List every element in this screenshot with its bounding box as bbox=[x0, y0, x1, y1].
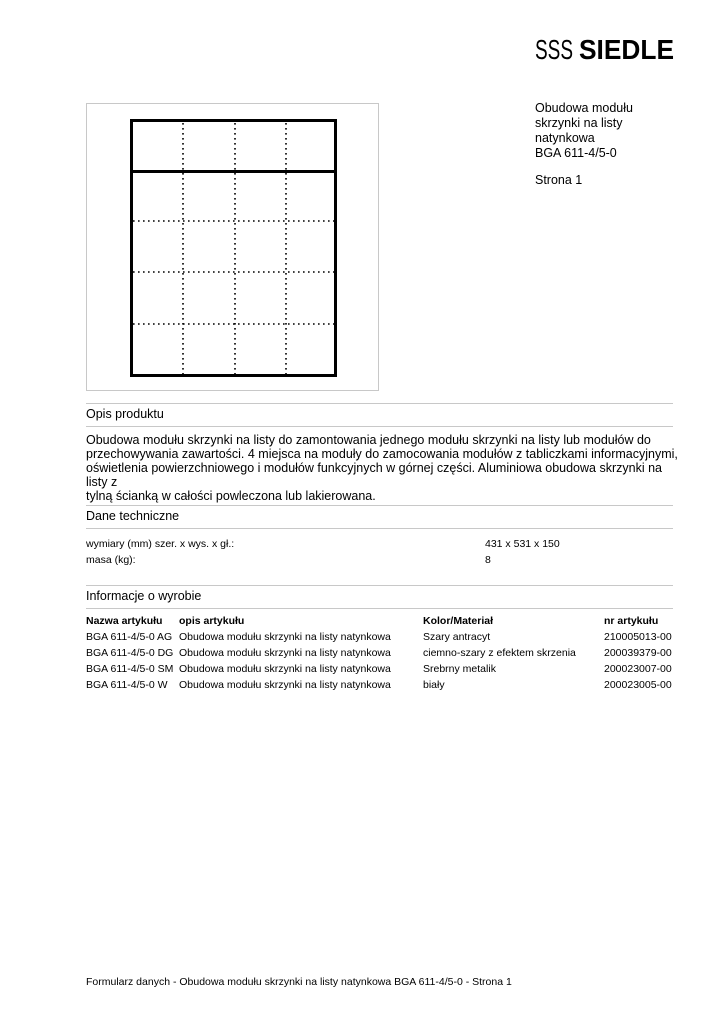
tech-label: wymiary (mm) szer. x wys. x gł.: bbox=[86, 538, 235, 550]
article-number: 210005013-00 bbox=[604, 631, 672, 643]
tech-value: 8 bbox=[485, 554, 491, 566]
product-title-block bbox=[535, 101, 675, 188]
section-title-info: Informacje o wyrobie bbox=[86, 589, 202, 603]
mailbox-module-drawing bbox=[87, 104, 380, 392]
product-description bbox=[86, 433, 681, 503]
column-header: Nazwa artykułu bbox=[86, 615, 163, 627]
table-row bbox=[86, 663, 676, 679]
description-line: przechowywania zawartości. 4 miejsca na moduły do zamocowania modułów z tabliczkami informacyjnymi, bbox=[86, 447, 678, 461]
column-header: Kolor/Materiał bbox=[423, 615, 494, 627]
section-title-description: Opis produktu bbox=[86, 407, 164, 421]
article-description: Obudowa modułu skrzynki na listy natynkowa bbox=[179, 631, 391, 643]
tech-value: 431 x 531 x 150 bbox=[485, 538, 560, 550]
article-color: Szary antracyt bbox=[423, 631, 491, 643]
article-color: biały bbox=[423, 679, 445, 691]
article-number: 200023007-00 bbox=[604, 663, 672, 675]
section-divider bbox=[86, 528, 673, 529]
article-color: Srebrny metalik bbox=[423, 663, 496, 675]
article-name: BGA 611-4/5-0 DG bbox=[86, 647, 174, 659]
product-title-line: skrzynki na listy bbox=[535, 116, 623, 130]
article-color: ciemno-szary z efektem skrzenia bbox=[423, 647, 576, 659]
description-line: Obudowa modułu skrzynki na listy do zamontowania jednego modułu skrzynki na listy lub modułów do bbox=[86, 433, 651, 447]
article-description: Obudowa modułu skrzynki na listy natynkowa bbox=[179, 663, 391, 675]
product-image bbox=[86, 103, 379, 391]
tech-label: masa (kg): bbox=[86, 554, 136, 566]
article-name: BGA 611-4/5-0 W bbox=[86, 679, 168, 691]
table-header-row bbox=[86, 615, 676, 631]
housing-outline bbox=[132, 121, 336, 376]
article-description: Obudowa modułu skrzynki na listy natynkowa bbox=[179, 679, 391, 691]
section-divider bbox=[86, 403, 673, 404]
logo-sss: SSS bbox=[535, 34, 573, 63]
section-divider bbox=[86, 505, 673, 506]
section-divider bbox=[86, 426, 673, 427]
siedle-logo bbox=[535, 33, 675, 63]
table-row bbox=[86, 631, 676, 647]
table-row bbox=[86, 647, 676, 663]
article-number: 200023005-00 bbox=[604, 679, 672, 691]
section-divider bbox=[86, 608, 673, 609]
table-row bbox=[86, 679, 676, 695]
description-line: oświetlenia powierzchniowego i modułów funkcyjnych w górnej części. Aluminiowa obudowa skrzynki na listy z bbox=[86, 461, 662, 489]
article-name: BGA 611-4/5-0 AG bbox=[86, 631, 173, 643]
page-footer: Formularz danych - Obudowa modułu skrzynki na listy natynkowa BGA 611-4/5-0 - Strona 1 bbox=[86, 976, 512, 988]
module-grid bbox=[133, 123, 334, 374]
product-title-line: natynkowa bbox=[535, 131, 595, 145]
siedle-logo-mark bbox=[535, 33, 675, 63]
product-info-table bbox=[86, 615, 676, 695]
description-line: tylną ścianką w całości powleczona lub lakierowana. bbox=[86, 489, 376, 503]
product-title-line: Obudowa modułu bbox=[535, 101, 633, 115]
column-header: opis artykułu bbox=[179, 615, 245, 627]
section-title-tech: Dane techniczne bbox=[86, 509, 180, 523]
article-number: 200039379-00 bbox=[604, 647, 672, 659]
logo-siedle: SIEDLE bbox=[579, 34, 674, 63]
section-divider bbox=[86, 585, 673, 586]
page-number: Strona 1 bbox=[535, 173, 583, 187]
product-model: BGA 611-4/5-0 bbox=[535, 146, 617, 160]
article-description: Obudowa modułu skrzynki na listy natynkowa bbox=[179, 647, 391, 659]
article-name: BGA 611-4/5-0 SM bbox=[86, 663, 174, 675]
column-header: nr artykułu bbox=[604, 615, 659, 627]
